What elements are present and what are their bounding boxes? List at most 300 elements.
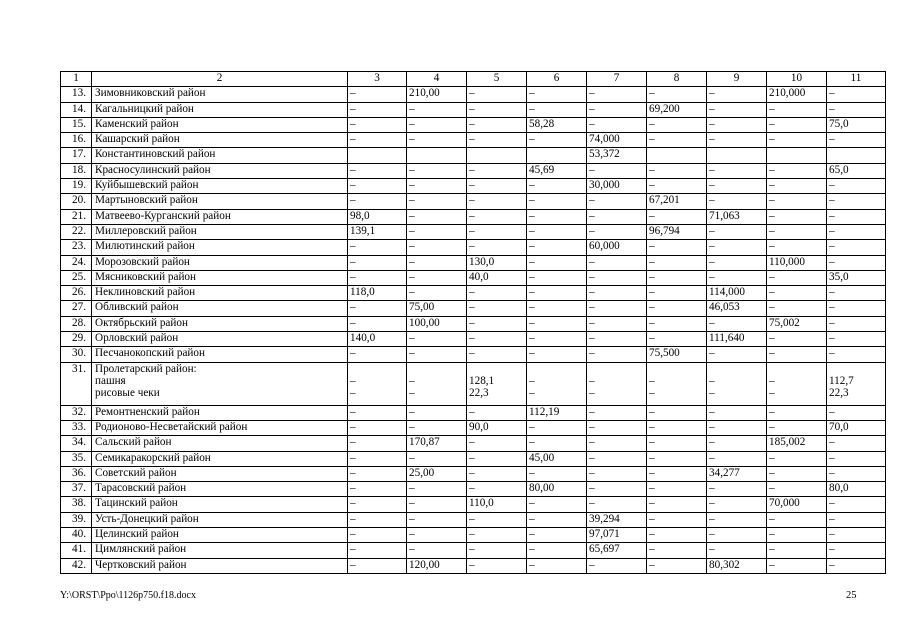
value-cell: – (767, 117, 827, 132)
column-header: 11 (827, 72, 886, 87)
value-cell: – (527, 466, 587, 481)
value-cell: – (647, 316, 707, 331)
column-header: 10 (767, 72, 827, 87)
value: – (350, 387, 356, 400)
district-name: Цимлянский район (92, 543, 348, 558)
value-cell: 74,000 (587, 133, 647, 148)
district-name: Чертковский район (92, 558, 348, 573)
row-number: 42. (61, 558, 92, 573)
table-row (61, 224, 886, 239)
value-cell: – (467, 224, 527, 239)
value-cell: – (348, 512, 407, 527)
value-cell: 96,794 (647, 224, 707, 239)
value: – (350, 375, 356, 388)
value-cell: – (647, 179, 707, 194)
value-cell: – (827, 179, 886, 194)
value-cell: – (348, 543, 407, 558)
value-cell: 112,19 (527, 405, 587, 420)
value-cell: – (827, 102, 886, 117)
row-number: 13. (61, 87, 92, 102)
value: – (769, 387, 775, 400)
value-cell: – (647, 255, 707, 270)
value-cell (707, 148, 767, 163)
sub-item-label: пашня (95, 375, 126, 388)
row-number: 27. (61, 301, 92, 316)
value-cell: – (527, 133, 587, 148)
district-name: Орловский район (92, 332, 348, 347)
value-cell: – (587, 420, 647, 435)
column-header: 6 (527, 72, 587, 87)
value-cell: – (767, 405, 827, 420)
row-number: 30. (61, 347, 92, 362)
table-row (61, 497, 886, 512)
table-row (61, 133, 886, 148)
value-cell: – (467, 102, 527, 117)
value-cell: – (707, 420, 767, 435)
value-cell: – (407, 240, 467, 255)
value-cell: – (348, 436, 407, 451)
value-cell: – (527, 420, 587, 435)
value-cell: – (467, 163, 527, 178)
value-cell: – (407, 543, 467, 558)
value-cell (587, 362, 647, 405)
value-cell: 53,372 (587, 148, 647, 163)
value: 22,3 (829, 387, 849, 400)
value-cell: – (707, 133, 767, 148)
table-row (61, 528, 886, 543)
value-cell: – (348, 133, 407, 148)
value-cell: 45,69 (527, 163, 587, 178)
value-cell: – (527, 255, 587, 270)
value-cell: – (348, 179, 407, 194)
value-cell: 98,0 (348, 209, 407, 224)
value-cell: – (407, 420, 467, 435)
district-name-heading: Пролетарский район: (95, 362, 197, 375)
district-name: Кашарский район (92, 133, 348, 148)
value-cell: – (467, 528, 527, 543)
table-row (61, 405, 886, 420)
value-cell: 65,0 (827, 163, 886, 178)
value-cell: – (407, 451, 467, 466)
value-cell: – (348, 270, 407, 285)
value-cell: – (348, 405, 407, 420)
value-cell: – (527, 497, 587, 512)
value-cell: 39,294 (587, 512, 647, 527)
value-cell: – (348, 117, 407, 132)
column-header: 5 (467, 72, 527, 87)
district-name: Песчанокопский район (92, 347, 348, 362)
value-cell: 140,0 (348, 332, 407, 347)
value-cell: – (767, 240, 827, 255)
value-cell: 58,28 (527, 117, 587, 132)
value-cell: – (767, 512, 827, 527)
value-cell: – (587, 316, 647, 331)
value-cell: – (587, 209, 647, 224)
row-number: 22. (61, 224, 92, 239)
value-cell: – (827, 255, 886, 270)
district-name: Мясниковский район (92, 270, 348, 285)
value: – (529, 375, 535, 388)
value-cell: – (767, 528, 827, 543)
value-cell: – (767, 558, 827, 573)
value-cell (348, 148, 407, 163)
value-cell: – (827, 451, 886, 466)
value: 128,1 (469, 375, 495, 388)
value-cell: – (647, 436, 707, 451)
value-cell (767, 362, 827, 405)
value-cell: – (827, 316, 886, 331)
value-cell: 35,0 (827, 270, 886, 285)
row-number: 26. (61, 286, 92, 301)
value-cell: – (527, 436, 587, 451)
value-cell: – (467, 179, 527, 194)
value-cell: – (467, 301, 527, 316)
value: – (709, 375, 715, 388)
district-name: Октябрьский район (92, 316, 348, 331)
value-cell: 170,87 (407, 436, 467, 451)
value-cell: 185,002 (767, 436, 827, 451)
value-cell: 110,0 (467, 497, 527, 512)
row-number: 16. (61, 133, 92, 148)
table-row (61, 543, 886, 558)
value-cell: 65,697 (587, 543, 647, 558)
row-number: 33. (61, 420, 92, 435)
row-number: 17. (61, 148, 92, 163)
value-cell: – (707, 512, 767, 527)
table-row (61, 270, 886, 285)
table-row (61, 420, 886, 435)
value-cell: 139,1 (348, 224, 407, 239)
row-number: 23. (61, 240, 92, 255)
district-name: Родионово-Несветайский район (92, 420, 348, 435)
value-cell: – (348, 240, 407, 255)
value-cell: – (647, 543, 707, 558)
value-cell: – (407, 497, 467, 512)
value-cell: – (587, 163, 647, 178)
table-row (61, 148, 886, 163)
value-cell: – (348, 255, 407, 270)
row-number: 29. (61, 332, 92, 347)
value-cell: – (827, 558, 886, 573)
value-cell: – (647, 133, 707, 148)
district-name: Морозовский район (92, 255, 348, 270)
value-cell: 30,000 (587, 179, 647, 194)
value-cell: – (467, 482, 527, 497)
table-row (61, 102, 886, 117)
value-cell: – (348, 558, 407, 573)
value-cell: – (647, 240, 707, 255)
column-header: 4 (407, 72, 467, 87)
value-cell: – (348, 420, 407, 435)
value-cell: – (767, 270, 827, 285)
value-cell: – (767, 194, 827, 209)
value: – (769, 375, 775, 388)
value-cell: – (587, 451, 647, 466)
value: – (709, 387, 715, 400)
value-cell: – (647, 87, 707, 102)
district-name: Кагальницкий район (92, 102, 348, 117)
value-cell: – (407, 347, 467, 362)
district-name: Тарасовский район (92, 482, 348, 497)
value-cell (527, 362, 587, 405)
value-cell: – (527, 543, 587, 558)
table-row (61, 87, 886, 102)
table-row (61, 117, 886, 132)
value-cell: – (467, 87, 527, 102)
row-number: 39. (61, 512, 92, 527)
value-cell (827, 148, 886, 163)
value-cell: – (587, 466, 647, 481)
row-number: 24. (61, 255, 92, 270)
value-cell: – (707, 347, 767, 362)
value-cell: – (767, 163, 827, 178)
value-cell: – (827, 301, 886, 316)
value-cell: – (407, 270, 467, 285)
value-cell: – (587, 405, 647, 420)
value-cell: – (767, 301, 827, 316)
value-cell (407, 148, 467, 163)
value-cell: – (348, 466, 407, 481)
value-cell: 90,0 (467, 420, 527, 435)
value-cell: – (407, 482, 467, 497)
value-cell: – (707, 270, 767, 285)
value-cell: – (467, 558, 527, 573)
column-header: 8 (647, 72, 707, 87)
value-cell: – (707, 194, 767, 209)
value-cell: – (467, 286, 527, 301)
value-cell: – (707, 255, 767, 270)
value-cell: – (587, 482, 647, 497)
value-cell: 97,071 (587, 528, 647, 543)
value-cell: – (527, 301, 587, 316)
value-cell: – (647, 209, 707, 224)
value-cell: – (827, 194, 886, 209)
value: – (529, 387, 535, 400)
value-cell: – (767, 451, 827, 466)
value-cell: – (407, 117, 467, 132)
value-cell: – (348, 301, 407, 316)
value-cell: – (647, 270, 707, 285)
value-cell: – (407, 528, 467, 543)
value-cell: – (467, 466, 527, 481)
value-cell: – (348, 102, 407, 117)
value-cell: – (407, 405, 467, 420)
table-row (61, 286, 886, 301)
value-cell: – (407, 102, 467, 117)
value-cell: 60,000 (587, 240, 647, 255)
table-row (61, 512, 886, 527)
value-cell: – (647, 405, 707, 420)
value-cell: – (707, 405, 767, 420)
value-cell: 114,000 (707, 286, 767, 301)
value-cell: – (767, 332, 827, 347)
value-cell: – (527, 240, 587, 255)
value-cell: – (407, 512, 467, 527)
value-cell: – (707, 117, 767, 132)
value-cell: – (348, 316, 407, 331)
table-row (61, 332, 886, 347)
value-cell (527, 148, 587, 163)
value-cell: – (587, 117, 647, 132)
value-cell: – (767, 347, 827, 362)
value-cell: – (527, 224, 587, 239)
table-row (61, 362, 886, 405)
district-name: Советский район (92, 466, 348, 481)
value-cell: 210,00 (407, 87, 467, 102)
header-row (61, 72, 886, 87)
value-cell: – (527, 528, 587, 543)
value-cell: 71,063 (707, 209, 767, 224)
value-cell: – (827, 466, 886, 481)
value-cell: – (587, 87, 647, 102)
value-cell: – (407, 179, 467, 194)
value-cell: – (587, 497, 647, 512)
value-cell: 75,00 (407, 301, 467, 316)
district-name: Семикаракорский район (92, 451, 348, 466)
value-cell: 34,277 (707, 466, 767, 481)
district-name: Зимовниковский район (92, 87, 348, 102)
value-cell: – (827, 528, 886, 543)
value-cell: – (707, 179, 767, 194)
value-cell: – (467, 194, 527, 209)
row-number: 21. (61, 209, 92, 224)
value: – (589, 375, 595, 388)
row-number: 14. (61, 102, 92, 117)
value-cell: – (647, 451, 707, 466)
value-cell: – (527, 316, 587, 331)
value-cell: – (767, 420, 827, 435)
value-cell: – (527, 87, 587, 102)
value-cell: – (348, 451, 407, 466)
value-cell: – (707, 482, 767, 497)
value-cell: – (827, 512, 886, 527)
value-cell: – (767, 466, 827, 481)
page-number: 25 (846, 590, 857, 601)
column-header: 9 (707, 72, 767, 87)
column-header: 3 (348, 72, 407, 87)
value-cell: – (527, 102, 587, 117)
value-cell: – (467, 240, 527, 255)
value-cell: – (527, 286, 587, 301)
value-cell: – (467, 451, 527, 466)
column-header: 1 (61, 72, 92, 87)
value-cell: – (587, 194, 647, 209)
value-cell: 75,0 (827, 117, 886, 132)
value-cell (707, 362, 767, 405)
value-cell: – (707, 497, 767, 512)
value-cell: – (527, 512, 587, 527)
district-name: Неклиновский район (92, 286, 348, 301)
value-cell: – (348, 528, 407, 543)
value-cell: – (767, 543, 827, 558)
row-number: 38. (61, 497, 92, 512)
value-cell: – (827, 405, 886, 420)
value-cell: – (467, 405, 527, 420)
value-cell: – (827, 286, 886, 301)
value: – (409, 375, 415, 388)
value: 22,3 (469, 387, 489, 400)
table-row (61, 163, 886, 178)
value-cell: – (647, 286, 707, 301)
value-cell: – (587, 347, 647, 362)
table-row (61, 255, 886, 270)
value-cell: – (467, 316, 527, 331)
value-cell (407, 362, 467, 405)
value-cell (467, 362, 527, 405)
district-name: Мартыновский район (92, 194, 348, 209)
value-cell: – (647, 332, 707, 347)
value-cell: – (647, 466, 707, 481)
value-cell: – (407, 163, 467, 178)
value-cell: – (827, 240, 886, 255)
district-name: Каменский район (92, 117, 348, 132)
value-cell: – (348, 347, 407, 362)
value-cell: – (467, 436, 527, 451)
value-cell: – (587, 102, 647, 117)
value-cell (647, 362, 707, 405)
value-cell: 111,640 (707, 332, 767, 347)
value-cell: – (647, 482, 707, 497)
value-cell: – (587, 270, 647, 285)
file-path: Y:\ORST\Ppo\1126p750.f18.docx (60, 590, 196, 601)
value-cell: 80,0 (827, 482, 886, 497)
district-name: Ремонтненский район (92, 405, 348, 420)
data-table (60, 71, 886, 574)
value-cell: – (467, 133, 527, 148)
value-cell: – (707, 528, 767, 543)
value-cell: – (707, 87, 767, 102)
value-cell: – (647, 497, 707, 512)
value-cell: – (767, 482, 827, 497)
value-cell: – (707, 316, 767, 331)
value-cell: – (527, 209, 587, 224)
value-cell: – (647, 558, 707, 573)
value-cell: – (767, 102, 827, 117)
value-cell: 45,00 (527, 451, 587, 466)
value-cell: – (527, 347, 587, 362)
value-cell: – (827, 436, 886, 451)
row-number: 34. (61, 436, 92, 451)
value-cell: – (348, 163, 407, 178)
value-cell: – (647, 301, 707, 316)
district-name: Куйбышевский район (92, 179, 348, 194)
row-number: 31. (61, 362, 92, 405)
value-cell: – (467, 543, 527, 558)
value-cell: – (527, 558, 587, 573)
value: – (649, 387, 655, 400)
value-cell: – (767, 179, 827, 194)
value-cell: – (407, 255, 467, 270)
value-cell: – (467, 512, 527, 527)
value-cell (647, 148, 707, 163)
value: – (589, 387, 595, 400)
value-cell: – (707, 102, 767, 117)
district-name: Матвеево-Курганский район (92, 209, 348, 224)
row-number: 25. (61, 270, 92, 285)
value-cell: – (407, 286, 467, 301)
value-cell: 130,0 (467, 255, 527, 270)
value-cell: – (827, 209, 886, 224)
value-cell: 210,000 (767, 87, 827, 102)
value-cell: – (767, 133, 827, 148)
value-cell: – (407, 332, 467, 347)
value-cell: – (527, 179, 587, 194)
value-cell: 120,00 (407, 558, 467, 573)
value-cell: – (407, 133, 467, 148)
value-cell: – (348, 87, 407, 102)
value-cell: – (827, 543, 886, 558)
value-cell: – (467, 332, 527, 347)
